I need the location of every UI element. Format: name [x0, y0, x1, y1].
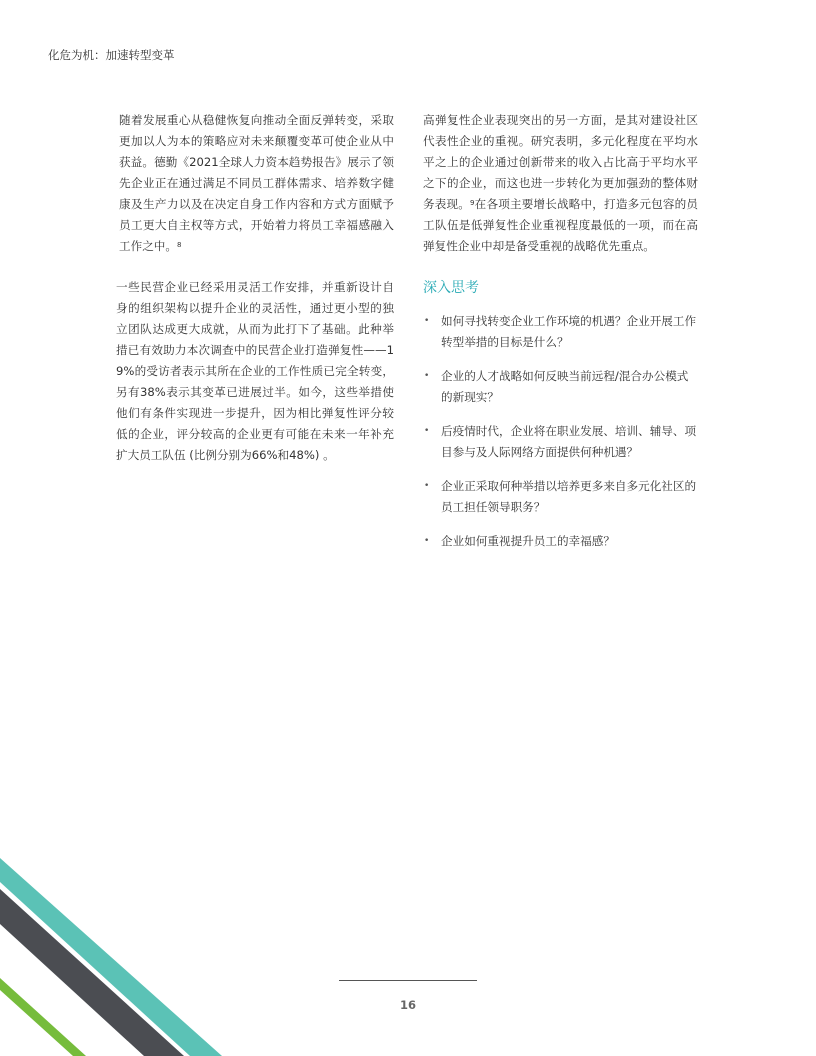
paragraph-text: 在各项主要增长战略中，打造多元包容的员工队伍是低弹复性企业重视程度最低的一项，而在高弹复性企业中却是备受重视的战略优先重点。 [423, 197, 698, 253]
bullet-icon: • [424, 426, 430, 436]
footer-divider [339, 980, 477, 981]
stripe-gray [0, 889, 184, 1056]
bullet-icon: • [424, 481, 430, 491]
footnote-ref[interactable]: 9 [470, 199, 475, 207]
bullet-icon: • [424, 316, 430, 326]
question-text: 企业正采取何种举措以培养更多来自多元化社区的员工担任领导职务？ [441, 479, 697, 514]
section-heading: 深入思考 [423, 280, 479, 296]
body-paragraph: 一些民营企业已经采用灵活工作安排，并重新设计自身的组织架构以提升企业的灵活性，通过更小型的独立团队达成更大成就，从而为此打下了基础。此种举措已有效助力本次调查中的民营企业打造弹复性——19%的受访者表示其所在企业的工作性质已完全转变，另有38%表示其变革已进展过半。如今，这些举措使他们有条件实现进一步提升，因为相比弹复性评分较低的企业，评分较高的企业更有可能在未来一年补充扩大员工队伍 (比例分别为66%和48%) 。 [116, 280, 394, 462]
page-number: 16 [399, 998, 416, 1012]
footnote-ref[interactable]: 8 [176, 241, 182, 249]
question-text: 后疫情时代，企业将在职业发展、培训、辅导、项目参与及人际网络方面提供何种机遇？ [441, 424, 697, 459]
question-text: 企业如何重视提升员工的幸福感？ [441, 534, 615, 548]
paragraph-text: 随着发展重心从稳健恢复向推动全面反弹转变，采取更加以人为本的策略应对未来颠覆变革可使企业从中获益。德勤《2021全球人力资本趋势报告》展示了领先企业正在通过满足不同员工群体需求、培养数字健康及生产力以及在决定自身工作内容和方式方面赋予员工更大自主权等方式，开始着力将员工幸福感融入工作之中。 [119, 113, 394, 253]
question-text: 如何寻找转变企业工作环境的机遇？企业开展工作转型举措的目标是什么？ [441, 314, 697, 349]
stripe-teal [0, 858, 222, 1056]
bullet-icon: • [424, 371, 430, 381]
running-header: 化危为机：加速转型变革 [48, 48, 175, 62]
bullet-icon: • [424, 536, 430, 546]
paragraph-text: 高弹复性企业表现突出的另一方面，是其对建设社区代表性企业的重视。研究表明，多元化程度在平均水平之上的企业通过创新带来的收入占比高于平均水平之下的企业，而这也进一步转化为更加强劲的整体财务表现。 [423, 113, 698, 211]
question-text: 企业的人才战略如何反映当前远程/混合办公模式的新现实？ [441, 369, 689, 404]
